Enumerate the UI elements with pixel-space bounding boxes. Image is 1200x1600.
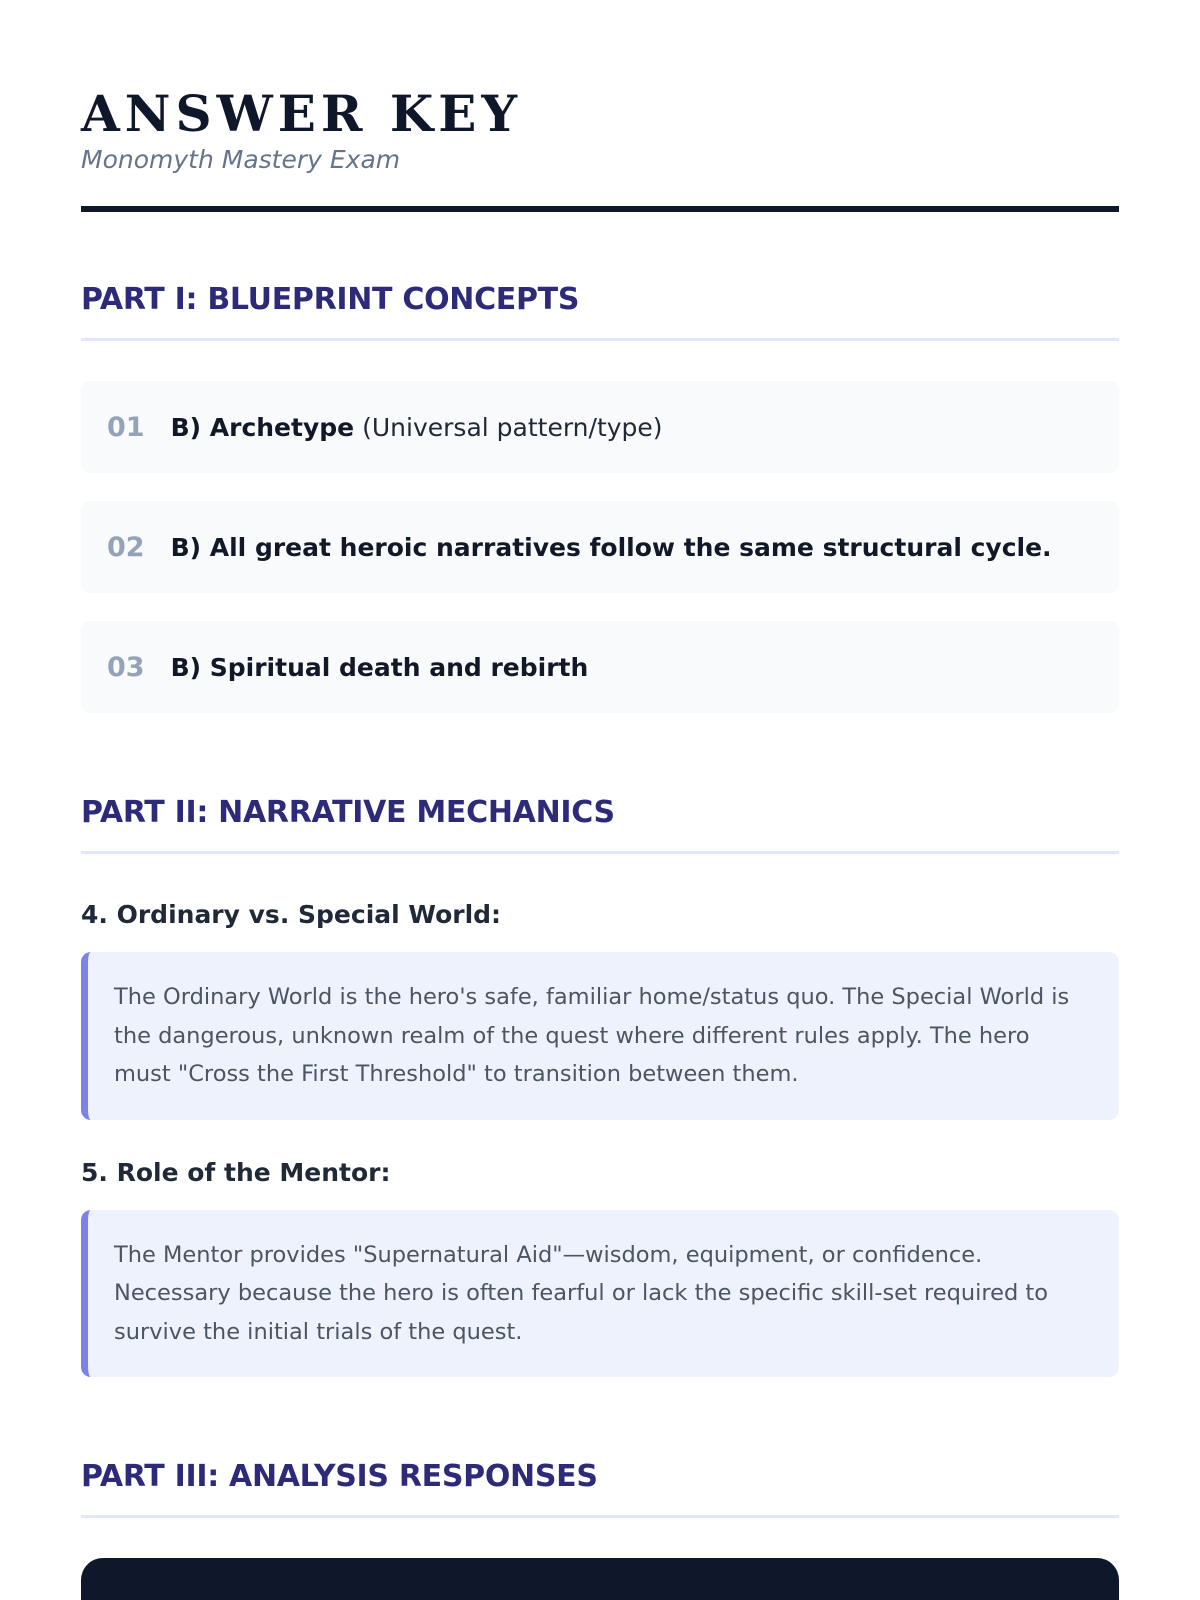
question-label: 4. Ordinary vs. Special World: xyxy=(81,900,502,929)
page-title: ANSWER KEY xyxy=(81,84,523,143)
answer-box: The Ordinary World is the hero's safe, familiar home/status quo. The Special World is the dangerous, unknown realm of the quest where different rules apply. The hero must "Cross the First Threshold" to transition between them. xyxy=(81,952,1119,1120)
section-divider xyxy=(81,1515,1119,1518)
question-label: 5. Role of the Mentor: xyxy=(81,1157,391,1187)
answer-item xyxy=(81,381,1119,473)
question-number: 03 xyxy=(107,651,145,683)
section-divider xyxy=(81,851,1119,854)
header xyxy=(81,0,1119,212)
answer-box: The Mentor provides "Supernatural Aid"—wisdom, equipment, or confidence. Necessary because the hero is often fearful or lack the specific skill-set required to survive the initial trials of the quest. xyxy=(81,1210,1119,1378)
answer-note: (Universal pattern/type) xyxy=(362,412,663,442)
section-part-3 xyxy=(81,1459,1119,1600)
analysis-response-card xyxy=(81,1558,1119,1600)
answer-choice: B) All great heroic narratives follow the same structural cycle. xyxy=(170,532,1052,562)
question-number: 02 xyxy=(107,531,145,563)
section-title: PART I: BLUEPRINT CONCEPTS xyxy=(81,282,580,317)
answer-choice: B) Spiritual death and rebirth xyxy=(170,652,589,682)
section-part-2 xyxy=(81,795,1119,1377)
section-title: PART II: NARRATIVE MECHANICS xyxy=(81,795,615,830)
section-part-1 xyxy=(81,282,1119,713)
section-divider xyxy=(81,338,1119,341)
page-subtitle: Monomyth Mastery Exam xyxy=(81,145,401,174)
multiple-choice-list xyxy=(81,381,1119,713)
answer-item xyxy=(81,621,1119,713)
answer-choice: B) Archetype xyxy=(170,412,355,442)
header-divider xyxy=(81,206,1119,212)
answer-item xyxy=(81,501,1119,593)
section-title: PART III: ANALYSIS RESPONSES xyxy=(81,1459,598,1494)
question-number: 01 xyxy=(107,411,145,443)
